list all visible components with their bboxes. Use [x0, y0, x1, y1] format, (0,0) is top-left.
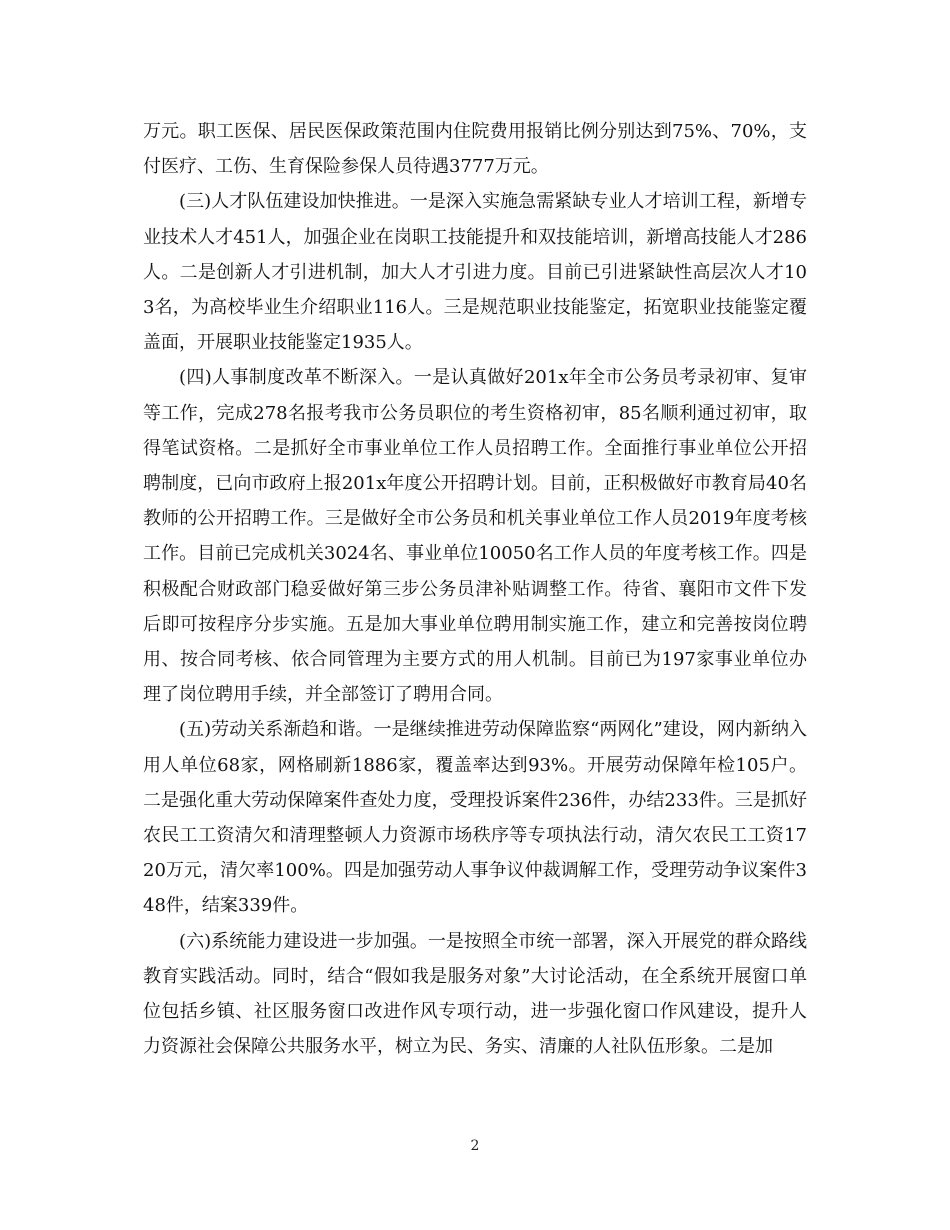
page-number: 2	[470, 1138, 480, 1154]
paragraph-4: (五)劳动关系渐趋和谐。一是继续推进劳动保障监察“两网化”建设，网内新纳入用人单位68家，网格刷新1886家，覆盖率达到93%。开展劳动保障年检105户。二是强化重大劳动保障案件查处力度，受理投诉案件236件，办结233件。三是抓好农民工工资清欠和清理整顿人力资源市场秩序等专项执法行动，清欠农民工工资1720万元，清欠率100%。四是加强劳动人事争议仲裁调解工作，受理劳动争议案件348件，结案339件。	[143, 719, 807, 917]
paragraph-3: (四)人事制度改革不断深入。一是认真做好201x年全市公务员考录初审、复审等工作，完成278名报考我市公务员职位的考生资格初审，85名顺利通过初审，取得笔试资格。二是抓好全市事业单位工作人员招聘工作。全面推行事业单位公开招聘制度，已向市政府上报201x年度公开招聘计划。目前，正积极做好市教育局40名教师的公开招聘工作。三是做好全市公务员和机关事业单位工作人员2019年度考核工作。目前已完成机关3024名、事业单位10050名工作人员的年度考核工作。四是积极配合财政部门稳妥做好第三步公务员津补贴调整工作。待省、襄阳市文件下发后即可按程序分步实施。五是加大事业单位聘用制实施工作，建立和完善按岗位聘用、按合同考核、依合同管理为主要方式的用人机制。目前已为197家事业单位办理了岗位聘用手续，并全部签订了聘用合同。	[143, 367, 807, 706]
paragraph-1: 万元。职工医保、居民医保政策范围内住院费用报销比例分别达到75%、70%，支付医疗、工伤、生育保险参保人员待遇3777万元。	[143, 121, 807, 178]
paragraph-5: (六)系统能力建设进一步加强。一是按照全市统一部署，深入开展党的群众路线教育实践活动。同时，结合“假如我是服务对象”大讨论活动，在全系统开展窗口单位包括乡镇、社区服务窗口改进作风专项行动，进一步强化窗口作风建设，提升人力资源社会保障公共服务水平，树立为民、务实、清廉的人社队伍形象。二是加	[143, 930, 807, 1058]
paragraph-2: (三)人才队伍建设加快推进。一是深入实施急需紧缺专业人才培训工程，新增专业技术人才451人，加强企业在岗职工技能提升和双技能培训，新增高技能人才286人。二是创新人才引进机制，加大人才引进力度。目前已引进紧缺性高层次人才103名，为高校毕业生介绍职业116人。三是规范职业技能鉴定，拓宽职业技能鉴定覆盖面，开展职业技能鉴定1935人。	[143, 191, 807, 354]
document-body	[143, 114, 807, 1064]
